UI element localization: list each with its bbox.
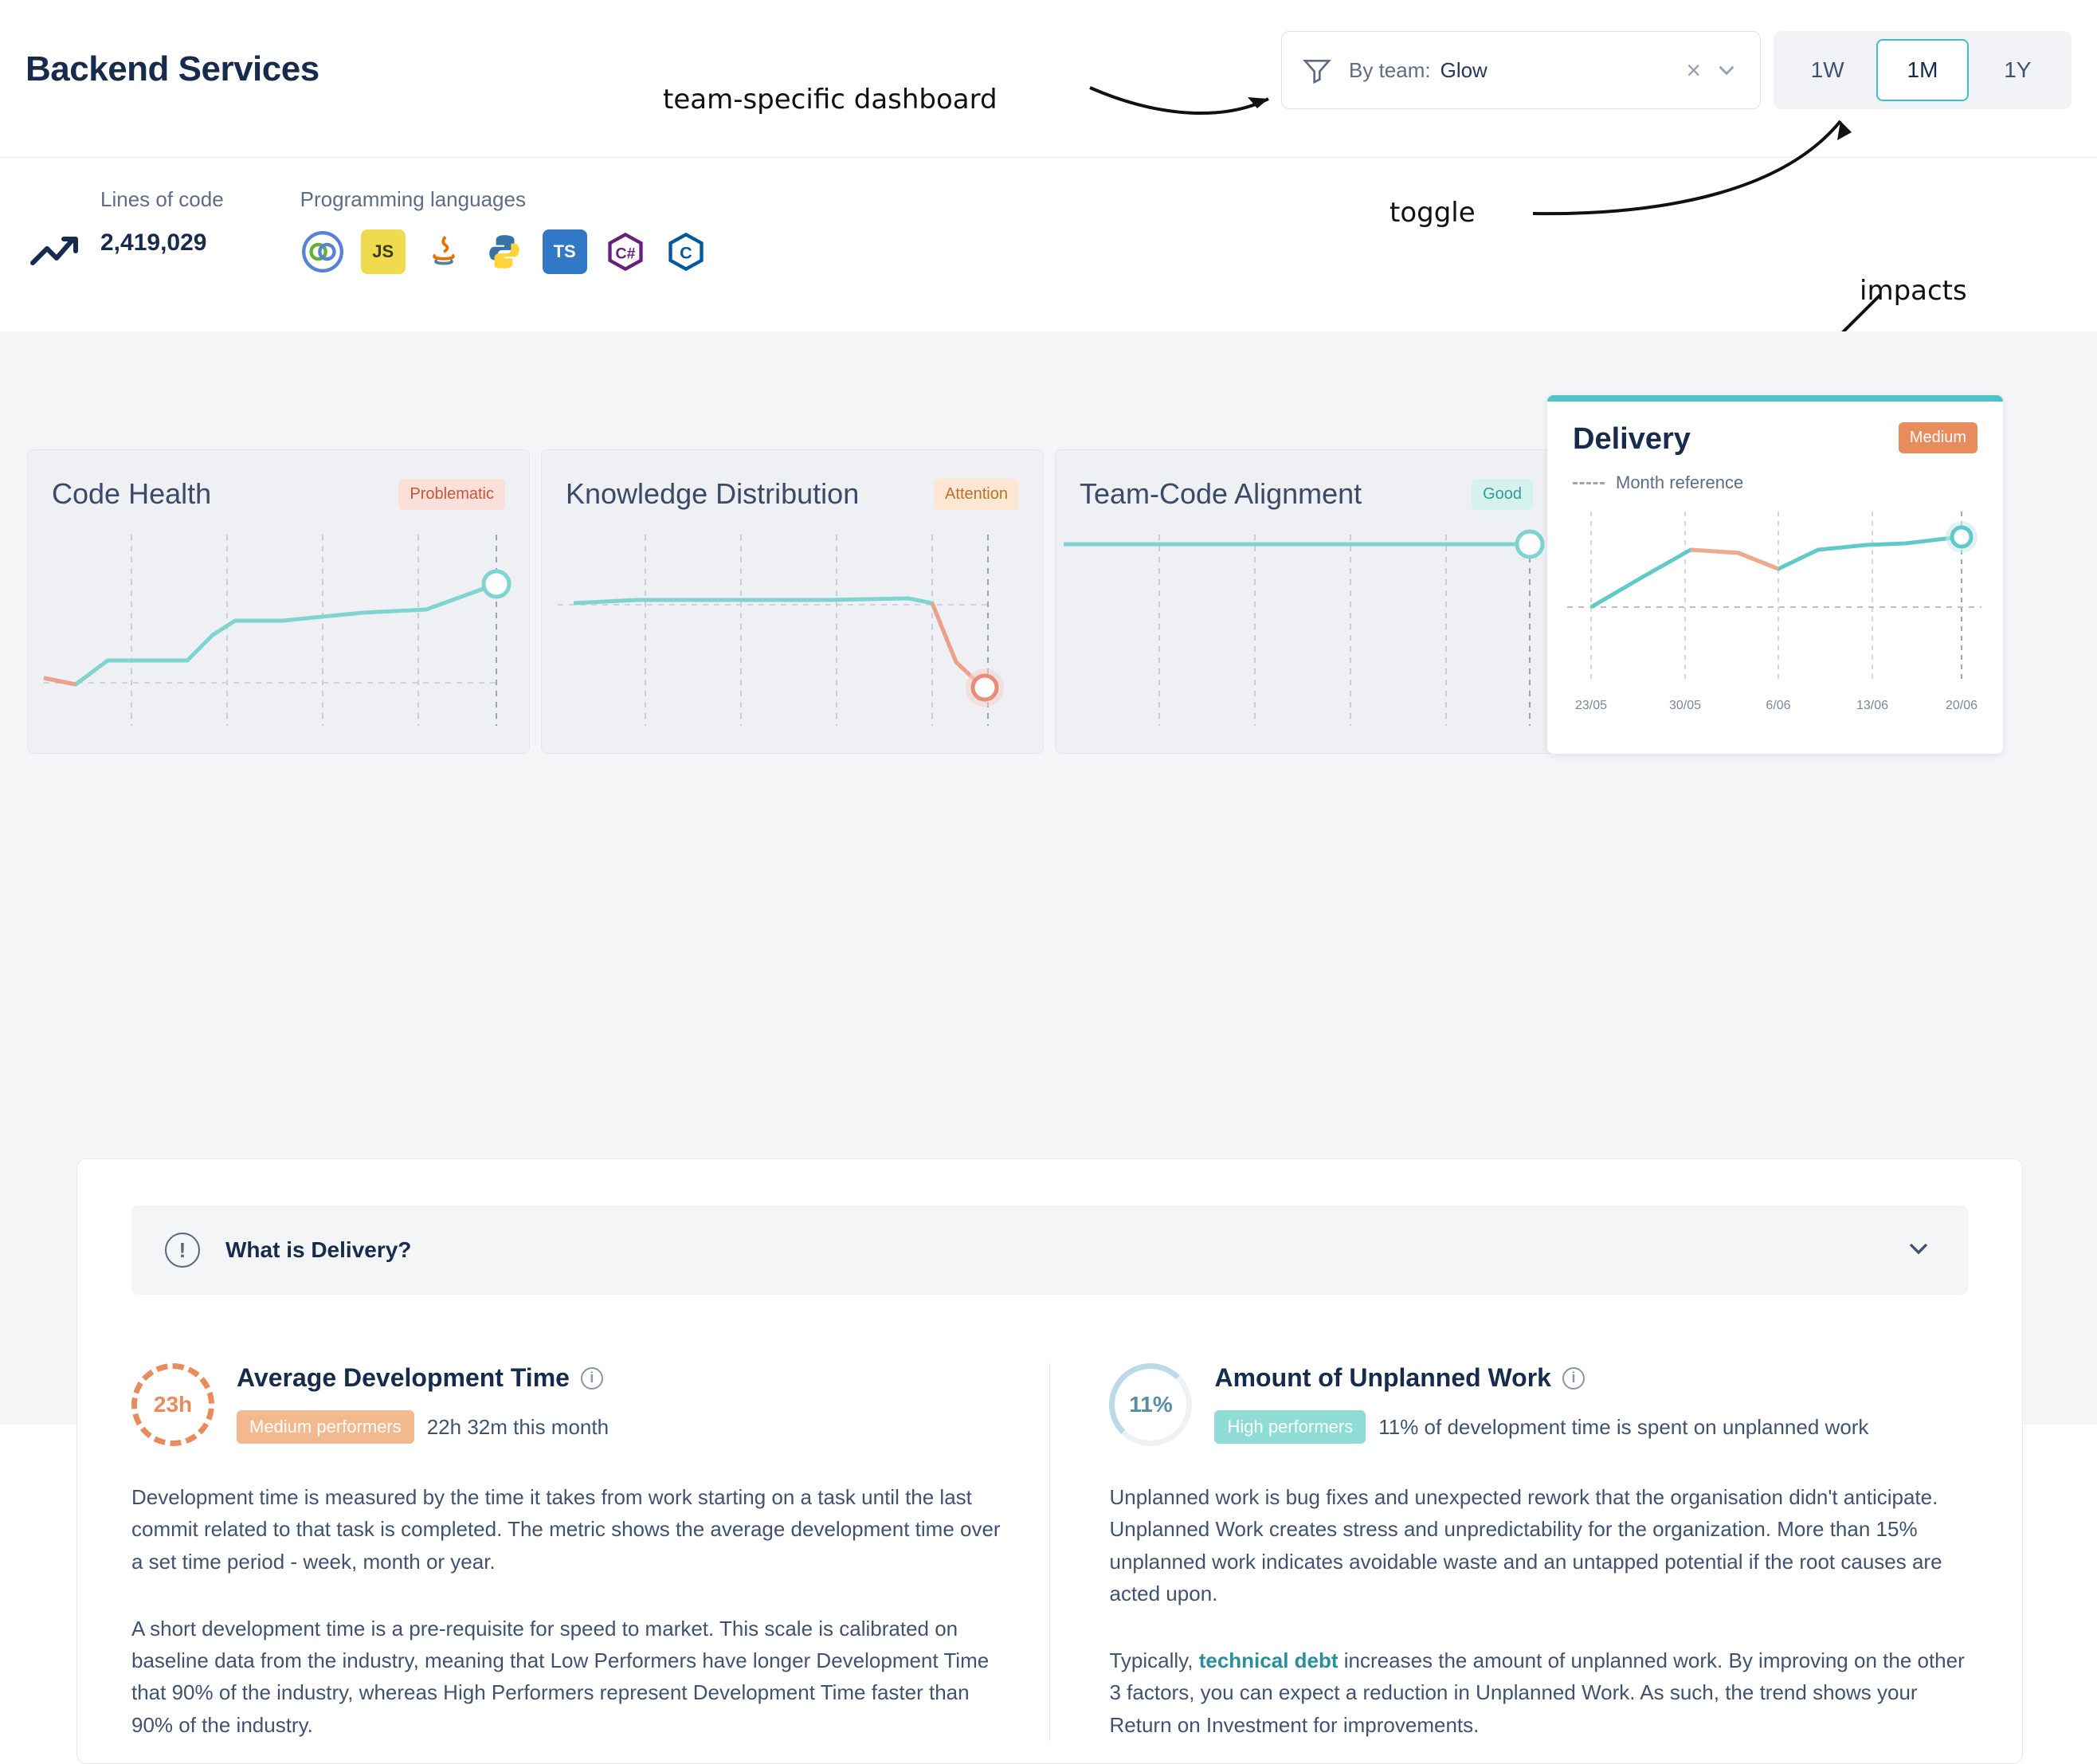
accordion-what-is-delivery[interactable] (131, 1205, 1968, 1295)
metric-title: Average Development Time (237, 1363, 570, 1392)
metric-subrow (237, 1410, 609, 1444)
metric-subrow (1214, 1410, 1868, 1444)
paragraph-lead: Typically, (1109, 1648, 1199, 1673)
metric-subtext: 11% of development time is spent on unplanned work (1378, 1414, 1869, 1439)
trend-up-icon (25, 222, 83, 280)
delivery-header (1573, 422, 1977, 457)
filter-label: By team: (1349, 57, 1431, 82)
card-header (1080, 477, 1533, 511)
svg-text:6/06: 6/06 (1766, 699, 1791, 712)
delivery-legend-label: Month reference (1616, 472, 1744, 492)
performance-pill: High performers (1214, 1410, 1366, 1444)
stats-strip (25, 187, 785, 280)
languages-stat (300, 187, 708, 274)
performance-pill: Medium performers (237, 1410, 414, 1444)
paragraph-rest: increases the amount of unplanned work. By improving on the other 3 factors, you can expect a reduction in Unplanned Work. As such, the trend shows your Return on Investment for improvements. (1109, 1648, 1965, 1737)
svg-text:C: C (679, 242, 692, 263)
svg-text:30/05: 30/05 (1668, 699, 1702, 712)
toggle-1y[interactable]: 1Y (2004, 57, 2032, 82)
language-icon-list (300, 229, 708, 274)
languages-label: Programming languages (300, 187, 526, 211)
development-time-ring: 23h (131, 1363, 214, 1446)
technical-debt-link[interactable]: technical debt (1198, 1648, 1339, 1673)
toggle-1w[interactable]: 1W (1810, 57, 1844, 82)
cpp-icon (664, 229, 708, 274)
accordion-title: What is Delivery? (225, 1237, 412, 1262)
time-range-toggle[interactable] (1774, 31, 2072, 109)
knowledge-distribution-sparkline (542, 527, 1044, 754)
card-title: Knowledge Distribution (566, 477, 860, 510)
metric-title: Amount of Unplanned Work (1214, 1363, 1551, 1392)
metrics-columns (131, 1363, 1968, 1741)
dashboard-canvas (0, 331, 2097, 1737)
metric-subtext: 22h 32m this month (426, 1414, 610, 1439)
delivery-status-badge: Medium (1899, 422, 1977, 453)
metric-paragraph-1: Development time is measured by the time it takes from work starting on a task until the last commit related to that task is completed. The metric shows the average development time over a set time period - week, month or year. (131, 1485, 1001, 1574)
filter-value: Glow (1440, 57, 1487, 82)
lines-of-code-stat (100, 187, 224, 257)
card-delivery[interactable] (1547, 395, 2003, 754)
clear-filter-icon[interactable]: × (1686, 56, 1701, 84)
svg-text:20/06: 20/06 (1945, 699, 1978, 712)
card-knowledge-distribution[interactable] (541, 449, 1044, 754)
lines-of-code-value: 2,419,029 (100, 229, 207, 256)
code-health-sparkline (28, 527, 530, 754)
annotation-impacts: impacts (1860, 275, 1967, 307)
csharp-icon (603, 229, 648, 274)
page-title: Backend Services (25, 49, 319, 88)
metric-title-row (1214, 1363, 1868, 1393)
lines-of-code-label: Lines of code (100, 187, 224, 211)
delivery-detail-panel (76, 1158, 2023, 1764)
card-team-code-alignment[interactable] (1055, 449, 1558, 754)
info-icon[interactable]: i (581, 1367, 603, 1390)
svg-text:13/06: 13/06 (1856, 699, 1889, 712)
status-badge: Attention (934, 479, 1019, 510)
javascript-icon: JS (361, 229, 406, 274)
card-title: Team-Code Alignment (1080, 477, 1362, 510)
metric-paragraph-2 (1109, 1644, 1968, 1741)
team-code-alignment-sparkline (1056, 527, 1558, 754)
delivery-legend (1573, 472, 1977, 493)
svg-text:23/05: 23/05 (1574, 699, 1608, 712)
metric-average-development-time (131, 1363, 1049, 1741)
unplanned-work-ring: 11% (1109, 1363, 1192, 1446)
metric-cards-row (27, 449, 1558, 754)
clojure-icon (300, 229, 345, 274)
team-filter[interactable] (1281, 31, 1761, 109)
metric-title-row (237, 1363, 609, 1393)
card-header (52, 477, 505, 511)
status-badge: Good (1472, 479, 1533, 510)
dashed-line-key (1573, 482, 1605, 484)
svg-text:C#: C# (615, 245, 636, 263)
delivery-chart (1547, 504, 2003, 743)
metric-header (1109, 1363, 1968, 1446)
metric-header (131, 1363, 1003, 1446)
metric-paragraph-1: Unplanned work is bug fixes and unexpected rework that the organisation didn't anticipate. Unplanned Work creates stress and unpredictability for the organization. More than 15% unplanned work indicates avoidable waste and an untapped potential if the root causes are acted upon. (1109, 1485, 1942, 1605)
annotation-toggle: toggle (1390, 197, 1476, 229)
status-badge: Problematic (398, 479, 505, 510)
card-header (566, 477, 1019, 511)
chevron-down-icon[interactable] (1903, 1233, 1934, 1268)
filter-icon (1301, 54, 1333, 86)
card-code-health[interactable] (27, 449, 530, 754)
exclamation-icon: ! (165, 1233, 200, 1268)
metric-amount-of-unplanned-work (1049, 1363, 1968, 1741)
java-icon (421, 229, 466, 274)
info-icon[interactable]: i (1562, 1367, 1585, 1390)
card-title: Code Health (52, 477, 212, 510)
typescript-icon: TS (543, 229, 587, 274)
delivery-title: Delivery (1573, 422, 1691, 456)
toggle-1m[interactable]: 1M (1876, 39, 1968, 101)
metric-paragraph-2: A short development time is a pre-requisite for speed to market. This scale is calibrated on baseline data from the industry, meaning that Low Performers have longer Development Time that 90% of the industry, whereas High Performers represent Development Time faster than 90% of the industry. (131, 1616, 990, 1737)
annotation-team-specific-dashboard: team-specific dashboard (663, 84, 998, 116)
python-icon (482, 229, 527, 274)
chevron-down-icon[interactable] (1712, 56, 1741, 84)
